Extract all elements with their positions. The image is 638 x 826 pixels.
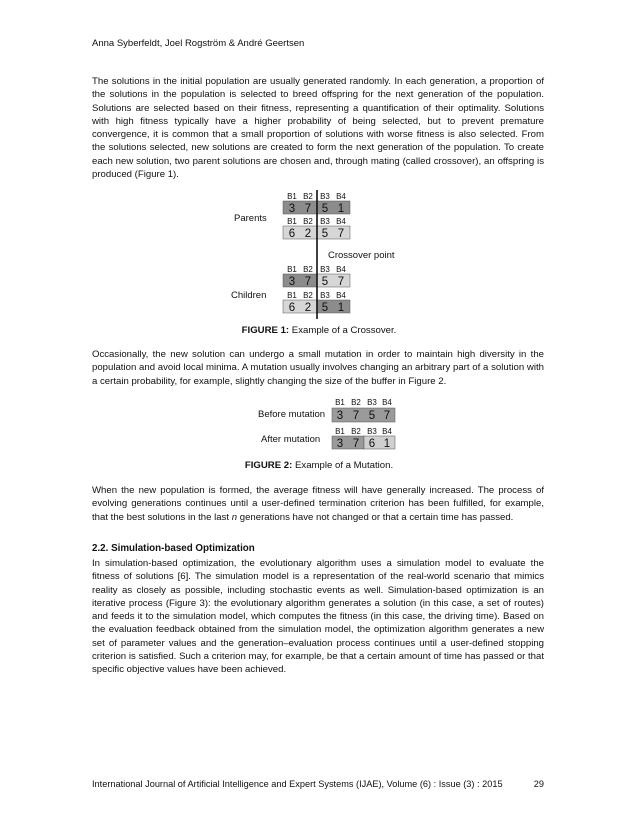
gene-value: 2: [304, 228, 312, 240]
gene-value: 7: [383, 410, 391, 422]
block-label: B2: [351, 427, 361, 436]
block-label: B2: [303, 291, 313, 300]
section-heading: 2.2. Simulation-based Optimization: [92, 543, 255, 554]
gene-value: 7: [337, 228, 345, 240]
block-label: B4: [382, 398, 392, 407]
gene-value: 3: [336, 410, 344, 422]
running-header: Anna Syberfeldt, Joel Rogström & André Geertsen: [92, 38, 305, 49]
block-label: B2: [303, 217, 313, 226]
block-label: B4: [336, 192, 346, 201]
block-label: B3: [320, 265, 330, 274]
gene-value: 2: [304, 302, 312, 314]
figure1-caption: [0, 325, 638, 336]
gene-value: 7: [337, 276, 345, 288]
footer-journal: International Journal of Artificial Intelligence and Expert Systems (IJAE), Volume (6) : Issue (3) : 2015: [92, 779, 503, 789]
block-label: B1: [335, 398, 345, 407]
block-label: B3: [367, 398, 377, 407]
paragraph-termination-part2: generations have not changed or that a certain time has passed.: [237, 511, 514, 523]
gene-value: 6: [288, 302, 296, 314]
gene-value: 7: [304, 276, 312, 288]
block-label: B1: [335, 427, 345, 436]
block-label: B2: [351, 398, 361, 407]
block-label: B1: [287, 291, 297, 300]
block-label: B2: [303, 192, 313, 201]
after-labels: [335, 427, 392, 436]
block-label: B3: [320, 217, 330, 226]
after-genes: [332, 436, 395, 450]
paragraph-termination-n: n: [231, 511, 238, 523]
gene-value: 3: [288, 203, 296, 215]
gene-value: 1: [383, 438, 391, 450]
block-label: B4: [336, 217, 346, 226]
gene-value: 7: [352, 410, 360, 422]
gene-value: 3: [336, 438, 344, 450]
parents-label: Parents: [234, 213, 267, 224]
paragraph-termination-part1: When the new population is formed, the average fitness will have generally increased. The process of evolving generations continues until a user-defined termination criterion has been fulfilled, for example, that the best solutions in the last: [92, 485, 544, 523]
paragraph-termination: [92, 484, 544, 524]
children-label: Children: [231, 290, 267, 301]
before-genes: [332, 408, 395, 422]
page-footer: [92, 779, 544, 789]
block-label: B1: [287, 217, 297, 226]
paragraph-ga-intro: The solutions in the initial population are usually generated randomly. In each generation, a proportion of the solutions in the population is selected to breed offspring for the next generation of the population. Solutions are selected based on their fitness, representing a quantification of their optimality. Solutions with high fitness typically have a higher probability of being selected, but to prevent premature convergence, it is common that a small proportion of solutions with worse fitness is also selected. From the solutions selected, new solutions are created to form the next generation of the population. To create each new solution, two parent solutions are chosen and, through mating (called crossover), an offspring is produced (Figure 1).: [92, 76, 544, 181]
block-label: B4: [336, 265, 346, 274]
gene-value: 5: [321, 203, 329, 215]
gene-value: 1: [337, 302, 345, 314]
block-label: B3: [367, 427, 377, 436]
block-label: B1: [287, 265, 297, 274]
paragraph-simulation-optimization: In simulation-based optimization, the evolutionary algorithm uses a simulation model to evaluate the fitness of solutions [6]. The simulation model is a representation of the real-world scenario that mimics reality as closely as possible, including stochastic events as well. Simulation-based optimization is an iterative process (Figure 3): the evolutionary algorithm generates a solution (in this case, a set of routes) and feeds it to the simulation model, which computes the fitness (in this case, the driving time). Based on the evaluation feedback obtained from the simulation model, the optimization algorithm generates a new set of parameter values and the generation–evaluation process continues until a user-defined stopping criterion is satisfied. Such a criterion may, for example, be that a certain amount of time has passed or that specific objective values have been achieved.: [92, 558, 544, 676]
gene-value: 5: [321, 228, 329, 240]
before-labels: [335, 398, 392, 407]
page-number: 29: [533, 779, 544, 789]
before-mutation-label: Before mutation: [258, 409, 326, 420]
gene-value: 5: [321, 302, 329, 314]
gene-value: 1: [337, 203, 345, 215]
gene-value: 7: [352, 438, 360, 450]
gene-value: 6: [368, 438, 376, 450]
paragraph-mutation: Occasionally, the new solution can undergo a small mutation in order to maintain high diversity in the population and avoid local minima. A mutation usually involves changing an arbitrary part of a solution with a certain probability, for example, slightly changing the size of the buffer in Figure 2.: [92, 349, 544, 387]
after-mutation-label: After mutation: [261, 434, 321, 445]
gene-value: 7: [304, 203, 312, 215]
figure2-caption-text: Example of a Mutation.: [292, 460, 394, 471]
gene-value: 5: [321, 276, 329, 288]
block-label: B4: [382, 427, 392, 436]
gene-value: 5: [368, 410, 376, 422]
crossover-point-label: Crossover point: [328, 250, 395, 261]
figure1-caption-text: Example of a Crossover.: [289, 325, 397, 336]
block-label: B2: [303, 265, 313, 274]
gene-value: 6: [288, 228, 296, 240]
gene-value: 3: [288, 276, 296, 288]
figure1-caption-label: FIGURE 1:: [241, 325, 290, 336]
figure2-caption: [0, 460, 638, 471]
block-label: B4: [336, 291, 346, 300]
block-label: B1: [287, 192, 297, 201]
block-label: B3: [320, 291, 330, 300]
figure2-caption-label: FIGURE 2:: [244, 460, 293, 471]
block-label: B3: [320, 192, 330, 201]
